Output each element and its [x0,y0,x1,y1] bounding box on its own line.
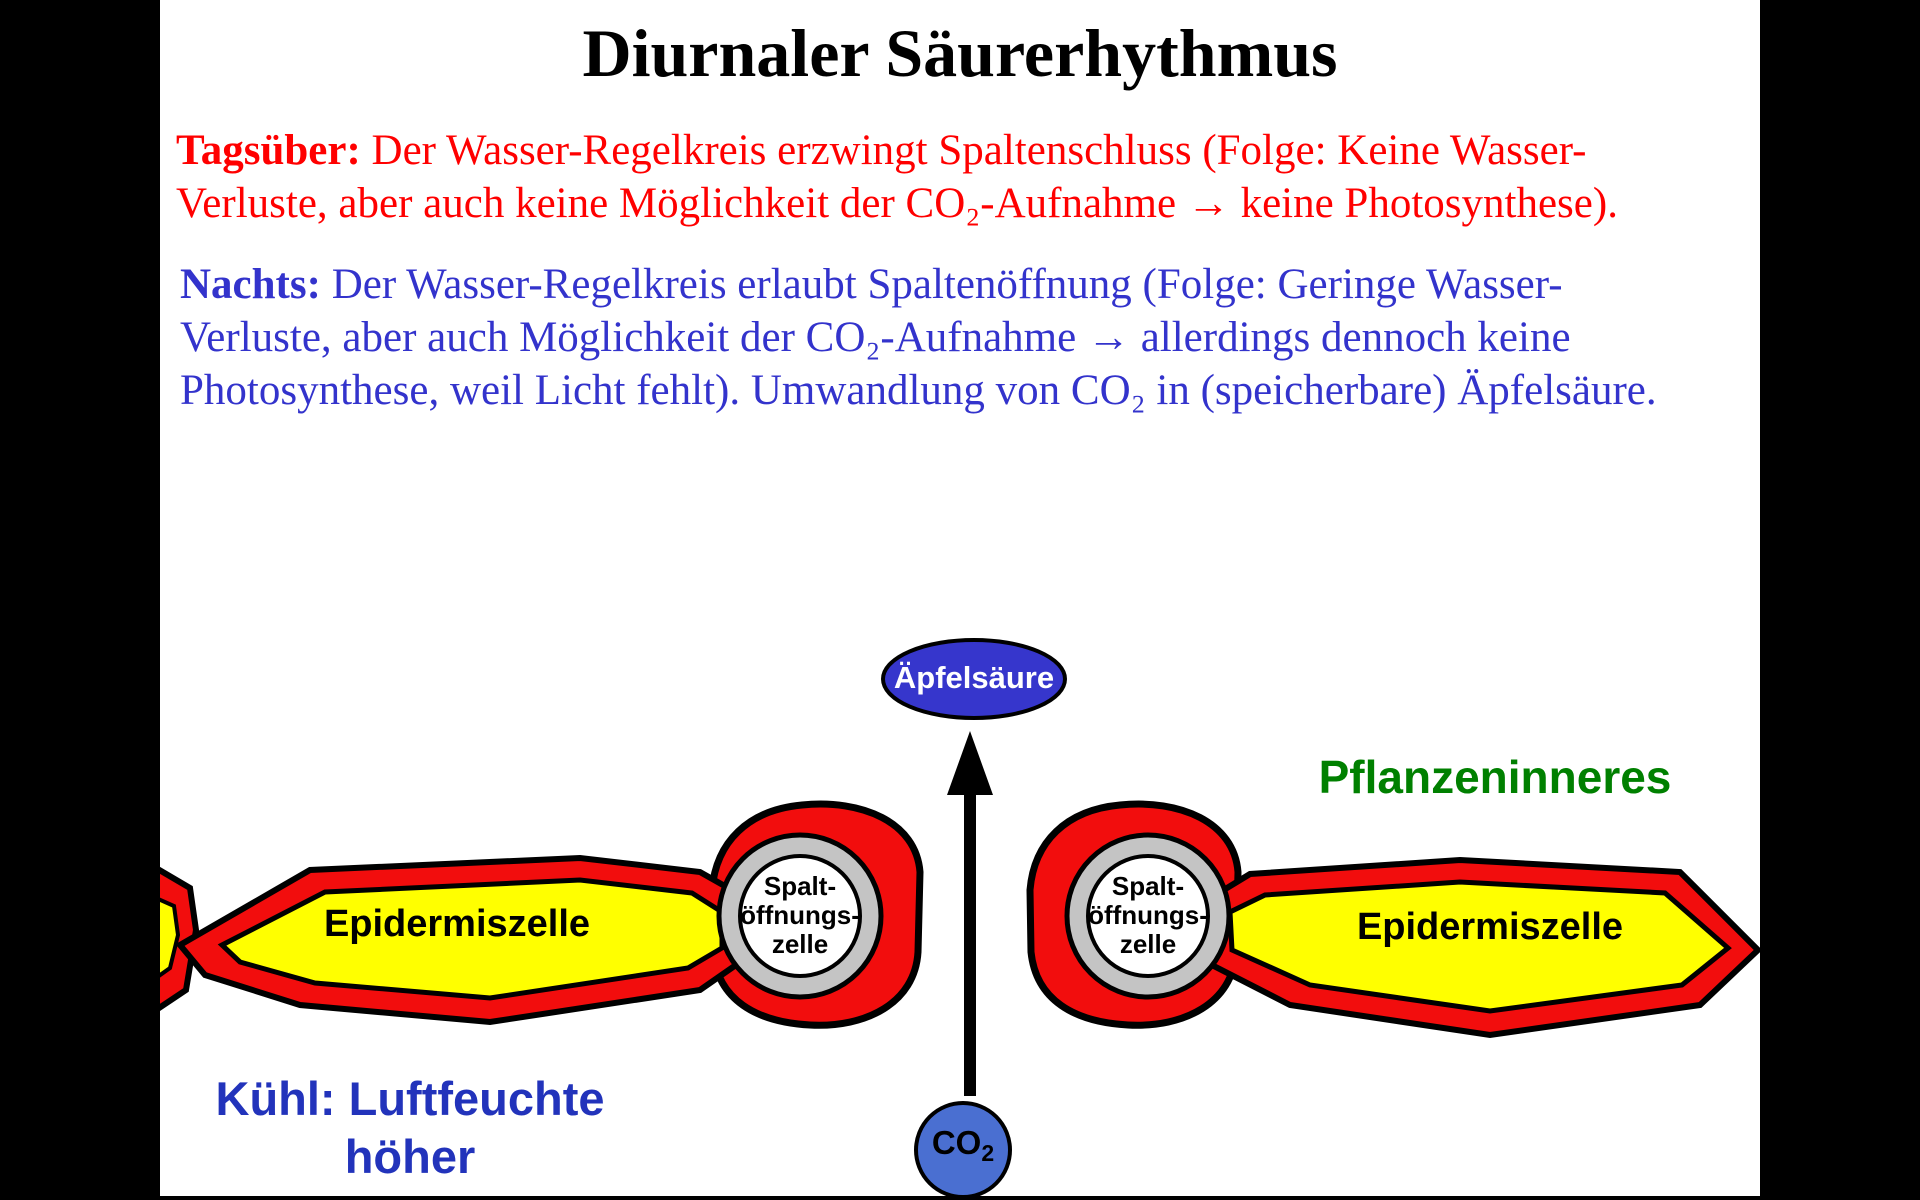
co2-uptake-arrow [947,731,993,1096]
guard-cell-left-label-line2: öffnungs- [740,900,860,930]
guard-cell-left-label-line1: Spalt- [763,871,837,901]
day-paragraph-line2: Verluste, aber auch keine Möglichkeit der CO₂-Aufnahme → keine Photosynthese). [176,180,1618,227]
guard-cell-right-label-line3: zelle [1119,929,1177,959]
guard-cell-right-label [1068,872,1228,959]
day-label: Tagsüber: [176,127,361,174]
co2-label-base: CO [931,1124,982,1161]
outside-condition-line1: Kühl: Luftfeuchte [215,1072,605,1125]
guard-cell-left-label [720,872,880,959]
epidermis-right-label: Epidermiszelle [1356,906,1624,948]
outside-condition-line2: höher [344,1130,476,1183]
stoma-diagram [160,0,1760,1196]
co2-label-subscript: 2 [981,1140,995,1166]
night-paragraph-line3: Photosynthese, weil Licht fehlt). Umwandlung von CO₂ in (speicherbare) Äpfelsäure. [180,367,1657,414]
day-line1-text: Der Wasser-Regelkreis erzwingt Spaltenschluss (Folge: Keine Wasser- [360,127,1587,174]
slide-title: Diurnaler Säurerhythmus [582,15,1338,91]
guard-cell-right-label-line1: Spalt- [1111,871,1185,901]
epidermis-left-label: Epidermiszelle [323,903,591,945]
plant-interior-label: Pflanzeninneres [1318,751,1672,803]
guard-cell-right-label-line2: öffnungs- [1088,900,1208,930]
malic-acid-label: Äpfelsäure [893,660,1055,695]
co2-label [903,1124,1023,1167]
outside-condition-label [170,1070,650,1186]
slide-canvas[interactable] [160,0,1760,1196]
guard-cell-left-label-line3: zelle [771,929,829,959]
night-paragraph-line2: Verluste, aber auch Möglichkeit der CO₂-Aufnahme → allerdings dennoch keine [180,314,1571,361]
night-label: Nachts: [180,261,321,308]
night-line1-text: Der Wasser-Regelkreis erlaubt Spaltenöffnung (Folge: Geringe Wasser- [320,261,1563,308]
